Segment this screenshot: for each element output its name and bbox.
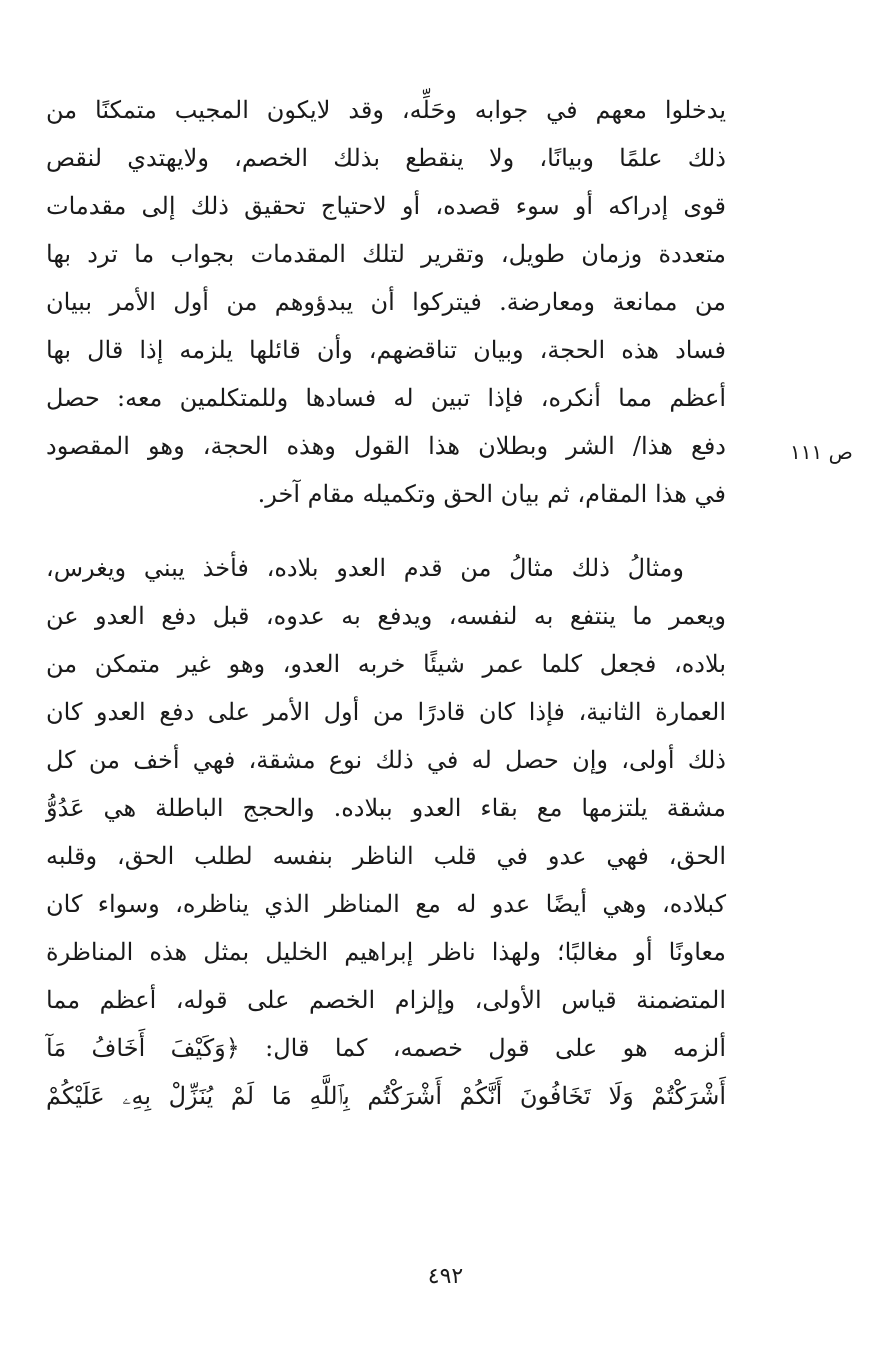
text-line: في هذا المقام، ثم بيان الحق وتكميله مقام آخر. (257, 480, 726, 508)
text-line: متعددة وزمان طويل، وتقرير لتلك المقدمات بجواب ما ترد بها (46, 240, 726, 268)
text-line: الحق، فهي عدو في قلب الناظر بنفسه لطلب الحق، وقلبه (46, 842, 726, 870)
text-line: المتضمنة قياس الأولى، وإلزام الخصم على قوله، أعظم مما (46, 986, 726, 1014)
text-line: ألزمه هو على قول خصمه، كما قال: ﴿وَكَيْفَ أَخَافُ مَآ (46, 1034, 726, 1062)
text-line: دفع هذا/ الشر وبطلان هذا القول وهذه الحجة، وهو المقصود (46, 432, 726, 460)
text-line: العمارة الثانية، فإذا كان قادرًا من أول الأمر على دفع العدو كان (46, 698, 726, 726)
text-line: ذلك أولى، وإن حصل له في ذلك نوع مشقة، فهي أخف من كل (46, 746, 726, 774)
text-line: بلاده، فجعل كلما عمر شيئًا خربه العدو، وهو غير متمكن من (46, 650, 726, 678)
text-line: أعظم مما أنكره، فإذا تبين له فسادها وللمتكلمين معه: حصل (46, 384, 726, 412)
page-number: ٤٩٢ (427, 1264, 464, 1289)
text-line: قوى إدراكه أو سوء قصده، أو لاحتياج تحقيق ذلك إلى مقدمات (46, 192, 726, 220)
text-line: مشقة يلتزمها مع بقاء العدو ببلاده. والحجج الباطلة هي عَدُوُّ (46, 794, 726, 822)
text-line: فساد هذه الحجة، وبيان تناقضهم، وأن قائلها يلزمه إذا قال بها (46, 336, 726, 364)
text-line: ومثالُ ذلك مثالُ من قدم العدو بلاده، فأخذ يبني ويغرس، (46, 554, 684, 582)
text-line: ويعمر ما ينتفع به لنفسه، ويدفع به عدوه، قبل دفع العدو عن (46, 602, 726, 630)
paragraph-2 (46, 544, 726, 1120)
paragraph-1 (46, 86, 726, 518)
text-line: أَشْرَكْتُمْ وَلَا تَخَافُونَ أَنَّكُمْ أَشْرَكْتُم بِٱللَّهِ مَا لَمْ يُنَزِّلْ بِهِۦ عَلَيْكُمْ (46, 1082, 726, 1110)
text-line: كبلاده، وهي أيضًا عدو له مع المناظر الذي يناظره، وسواء كان (46, 890, 726, 918)
text-line: يدخلوا معهم في جوابه وحَلِّه، وقد لايكون المجيب متمكنًا من (46, 96, 726, 124)
text-line: ذلك علمًا وبيانًا، ولا ينقطع بذلك الخصم، ولايهتدي لنقص (46, 144, 726, 172)
text-line: من ممانعة ومعارضة. فيتركوا أن يبدؤوهم من أول الأمر ببيان (46, 288, 726, 316)
text-line: معاونًا أو مغالبًا؛ ولهذا ناظر إبراهيم الخليل بمثل هذه المناظرة (46, 938, 726, 966)
margin-page-reference: ص ١١١ (790, 440, 853, 464)
